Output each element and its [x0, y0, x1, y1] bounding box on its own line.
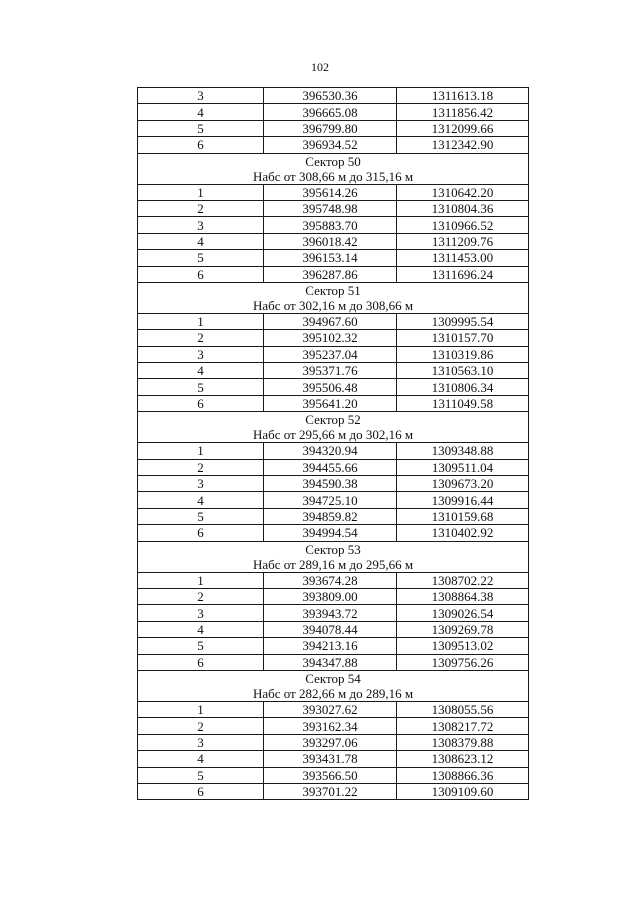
sector-header — [138, 153, 529, 184]
coordinates-table — [137, 87, 529, 800]
x-coordinate-cell: 395102.32 — [264, 330, 397, 346]
point-number-cell: 6 — [138, 395, 264, 411]
point-row — [138, 767, 529, 783]
point-row — [138, 184, 529, 200]
sector-title: Сектор 53 — [305, 541, 361, 557]
y-coordinate-cell: 1308217.72 — [397, 718, 529, 734]
y-coordinate-cell: 1309756.26 — [397, 654, 529, 670]
sector-header-row — [138, 541, 529, 572]
x-coordinate-cell: 394967.60 — [264, 313, 397, 329]
point-number-cell: 6 — [138, 525, 264, 541]
point-row — [138, 654, 529, 670]
x-coordinate-cell: 393809.00 — [264, 588, 397, 604]
y-coordinate-cell: 1309513.02 — [397, 638, 529, 654]
point-number-cell: 1 — [138, 443, 264, 459]
point-number-cell: 4 — [138, 621, 264, 637]
point-row — [138, 492, 529, 508]
point-number-cell: 2 — [138, 588, 264, 604]
point-row — [138, 379, 529, 395]
sector-title: Сектор 50 — [305, 153, 361, 169]
sector-header — [138, 670, 529, 701]
point-number-cell: 3 — [138, 476, 264, 492]
sector-title: Сектор 51 — [305, 282, 361, 298]
x-coordinate-cell: 394078.44 — [264, 621, 397, 637]
y-coordinate-cell: 1308055.56 — [397, 701, 529, 717]
point-number-cell: 3 — [138, 217, 264, 233]
point-row — [138, 104, 529, 120]
y-coordinate-cell: 1311049.58 — [397, 395, 529, 411]
point-row — [138, 88, 529, 104]
point-row — [138, 508, 529, 524]
x-coordinate-cell: 394455.66 — [264, 459, 397, 475]
x-coordinate-cell: 394213.16 — [264, 638, 397, 654]
point-number-cell: 5 — [138, 508, 264, 524]
y-coordinate-cell: 1309511.04 — [397, 459, 529, 475]
y-coordinate-cell: 1308702.22 — [397, 572, 529, 588]
y-coordinate-cell: 1310804.36 — [397, 200, 529, 216]
sector-title: Сектор 54 — [305, 670, 361, 686]
x-coordinate-cell: 396018.42 — [264, 233, 397, 249]
sector-height-range: Набс от 289,16 м до 295,66 м — [252, 556, 414, 572]
point-number-cell: 5 — [138, 767, 264, 783]
y-coordinate-cell: 1310806.34 — [397, 379, 529, 395]
y-coordinate-cell: 1311696.24 — [397, 266, 529, 282]
point-row — [138, 588, 529, 604]
point-number-cell: 1 — [138, 572, 264, 588]
point-number-cell: 4 — [138, 751, 264, 767]
point-row — [138, 395, 529, 411]
x-coordinate-cell: 393674.28 — [264, 572, 397, 588]
point-number-cell: 3 — [138, 346, 264, 362]
point-row — [138, 120, 529, 136]
x-coordinate-cell: 396799.80 — [264, 120, 397, 136]
point-row — [138, 443, 529, 459]
point-number-cell: 6 — [138, 137, 264, 153]
point-row — [138, 751, 529, 767]
point-row — [138, 638, 529, 654]
point-row — [138, 572, 529, 588]
sector-header-row — [138, 670, 529, 701]
point-number-cell: 4 — [138, 363, 264, 379]
point-number-cell: 1 — [138, 701, 264, 717]
x-coordinate-cell: 395237.04 — [264, 346, 397, 362]
point-row — [138, 783, 529, 799]
sector-header — [138, 412, 529, 443]
y-coordinate-cell: 1309348.88 — [397, 443, 529, 459]
x-coordinate-cell: 395371.76 — [264, 363, 397, 379]
point-row — [138, 718, 529, 734]
y-coordinate-cell: 1311613.18 — [397, 88, 529, 104]
point-row — [138, 266, 529, 282]
point-row — [138, 459, 529, 475]
y-coordinate-cell: 1310563.10 — [397, 363, 529, 379]
point-row — [138, 137, 529, 153]
point-number-cell: 1 — [138, 184, 264, 200]
point-number-cell: 3 — [138, 734, 264, 750]
x-coordinate-cell: 396153.14 — [264, 250, 397, 266]
y-coordinate-cell: 1309269.78 — [397, 621, 529, 637]
point-row — [138, 200, 529, 216]
y-coordinate-cell: 1310642.20 — [397, 184, 529, 200]
y-coordinate-cell: 1310402.92 — [397, 525, 529, 541]
table-body — [138, 88, 529, 800]
point-row — [138, 476, 529, 492]
point-row — [138, 621, 529, 637]
point-number-cell: 6 — [138, 783, 264, 799]
point-row — [138, 250, 529, 266]
x-coordinate-cell: 395883.70 — [264, 217, 397, 233]
x-coordinate-cell: 395506.48 — [264, 379, 397, 395]
point-number-cell: 5 — [138, 379, 264, 395]
point-number-cell: 2 — [138, 459, 264, 475]
x-coordinate-cell: 396934.52 — [264, 137, 397, 153]
point-row — [138, 217, 529, 233]
x-coordinate-cell: 393701.22 — [264, 783, 397, 799]
y-coordinate-cell: 1308623.12 — [397, 751, 529, 767]
y-coordinate-cell: 1311856.42 — [397, 104, 529, 120]
sector-header — [138, 282, 529, 313]
point-row — [138, 346, 529, 362]
sector-header-row — [138, 153, 529, 184]
x-coordinate-cell: 394859.82 — [264, 508, 397, 524]
y-coordinate-cell: 1309026.54 — [397, 605, 529, 621]
x-coordinate-cell: 393566.50 — [264, 767, 397, 783]
point-row — [138, 330, 529, 346]
point-number-cell: 5 — [138, 250, 264, 266]
y-coordinate-cell: 1310966.52 — [397, 217, 529, 233]
y-coordinate-cell: 1309673.20 — [397, 476, 529, 492]
y-coordinate-cell: 1308864.38 — [397, 588, 529, 604]
point-number-cell: 2 — [138, 718, 264, 734]
point-number-cell: 5 — [138, 120, 264, 136]
y-coordinate-cell: 1308866.36 — [397, 767, 529, 783]
y-coordinate-cell: 1312342.90 — [397, 137, 529, 153]
point-number-cell: 6 — [138, 654, 264, 670]
y-coordinate-cell: 1308379.88 — [397, 734, 529, 750]
y-coordinate-cell: 1310159.68 — [397, 508, 529, 524]
point-number-cell: 3 — [138, 88, 264, 104]
point-number-cell: 3 — [138, 605, 264, 621]
sector-header — [138, 541, 529, 572]
sector-title: Сектор 52 — [305, 412, 361, 428]
y-coordinate-cell: 1311453.00 — [397, 250, 529, 266]
x-coordinate-cell: 395641.20 — [264, 395, 397, 411]
x-coordinate-cell: 395748.98 — [264, 200, 397, 216]
page-number: 102 — [311, 60, 329, 74]
x-coordinate-cell: 394994.54 — [264, 525, 397, 541]
x-coordinate-cell: 393297.06 — [264, 734, 397, 750]
sector-height-range: Набс от 302,16 м до 308,66 м — [252, 297, 414, 313]
x-coordinate-cell: 396530.36 — [264, 88, 397, 104]
point-row — [138, 363, 529, 379]
x-coordinate-cell: 393027.62 — [264, 701, 397, 717]
point-number-cell: 4 — [138, 104, 264, 120]
x-coordinate-cell: 396665.08 — [264, 104, 397, 120]
x-coordinate-cell: 395614.26 — [264, 184, 397, 200]
point-number-cell: 2 — [138, 330, 264, 346]
point-row — [138, 525, 529, 541]
sector-height-range: Набс от 282,66 м до 289,16 м — [252, 685, 414, 701]
y-coordinate-cell: 1310319.86 — [397, 346, 529, 362]
x-coordinate-cell: 394347.88 — [264, 654, 397, 670]
y-coordinate-cell: 1311209.76 — [397, 233, 529, 249]
y-coordinate-cell: 1312099.66 — [397, 120, 529, 136]
y-coordinate-cell: 1310157.70 — [397, 330, 529, 346]
point-number-cell: 6 — [138, 266, 264, 282]
x-coordinate-cell: 393943.72 — [264, 605, 397, 621]
x-coordinate-cell: 394725.10 — [264, 492, 397, 508]
point-number-cell: 4 — [138, 233, 264, 249]
point-row — [138, 233, 529, 249]
y-coordinate-cell: 1309916.44 — [397, 492, 529, 508]
point-number-cell: 4 — [138, 492, 264, 508]
y-coordinate-cell: 1309109.60 — [397, 783, 529, 799]
sector-header-row — [138, 282, 529, 313]
point-number-cell: 1 — [138, 313, 264, 329]
y-coordinate-cell: 1309995.54 — [397, 313, 529, 329]
x-coordinate-cell: 394590.38 — [264, 476, 397, 492]
sector-height-range: Набс от 308,66 м до 315,16 м — [252, 168, 414, 184]
x-coordinate-cell: 393431.78 — [264, 751, 397, 767]
x-coordinate-cell: 394320.94 — [264, 443, 397, 459]
sector-height-range: Набс от 295,66 м до 302,16 м — [252, 427, 414, 443]
point-number-cell: 2 — [138, 200, 264, 216]
point-row — [138, 734, 529, 750]
x-coordinate-cell: 396287.86 — [264, 266, 397, 282]
x-coordinate-cell: 393162.34 — [264, 718, 397, 734]
point-number-cell: 5 — [138, 638, 264, 654]
point-row — [138, 313, 529, 329]
sector-header-row — [138, 412, 529, 443]
point-row — [138, 605, 529, 621]
point-row — [138, 701, 529, 717]
